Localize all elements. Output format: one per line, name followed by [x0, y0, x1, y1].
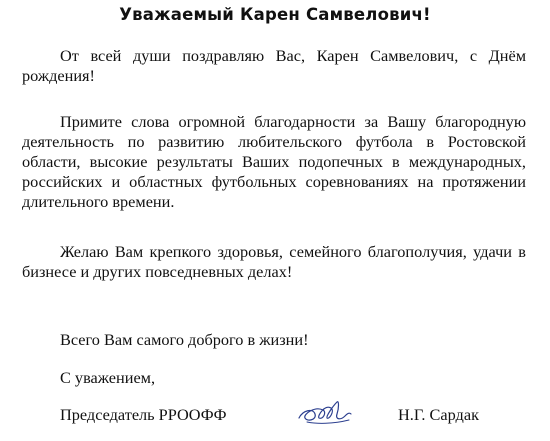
letter-title: Уважаемый Карен Самвелович!: [119, 5, 431, 24]
signature-block: [0, 402, 550, 432]
wishes-paragraph: Желаю Вам крепкого здоровья, семейного благополучия, удачи в бизнесе и других повседневных делах!: [22, 242, 526, 281]
signer-position: Председатель РРООФФ: [60, 405, 227, 424]
greeting-paragraph: От всей души поздравляю Вас, Карен Самвелович, с Днём рождения!: [22, 46, 526, 85]
regards-line: С уважением,: [60, 368, 156, 387]
signer-name: Н.Г. Сардак: [398, 405, 479, 424]
closing-wish-paragraph: Всего Вам самого доброго в жизни!: [60, 330, 309, 349]
handwritten-signature: [293, 398, 357, 430]
gratitude-paragraph: Примите слова огромной благодарности за Вашу благородную деятельность по развитию любительского футбола в Ростовской области, высокие результаты Ваших подопечных в международных, российских и областных футбольных соревнованиях на протяжении длительного времени.: [22, 112, 526, 211]
